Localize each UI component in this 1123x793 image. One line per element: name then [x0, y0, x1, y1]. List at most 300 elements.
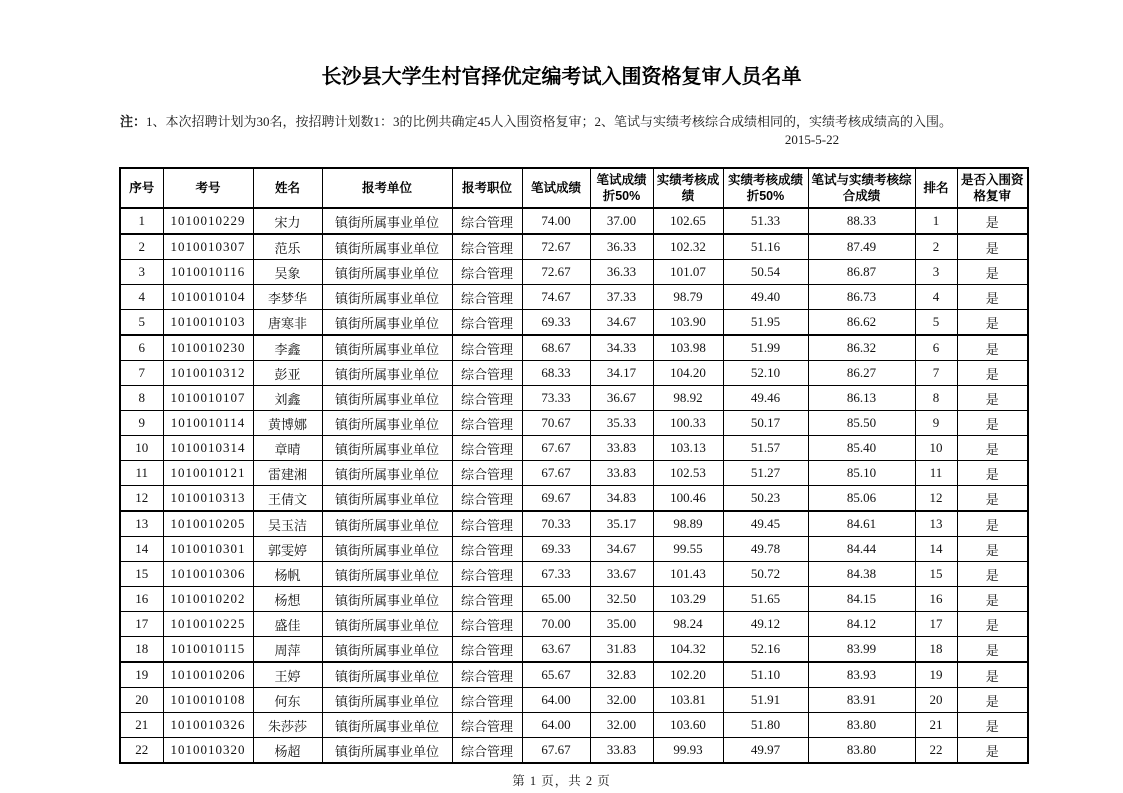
cell-name: 何东	[253, 688, 322, 713]
cell-written-50pct: 31.83	[590, 637, 653, 663]
table-row	[120, 612, 1028, 637]
table-row	[120, 436, 1028, 461]
cell-rank: 20	[915, 688, 957, 713]
cell-performance-score: 104.32	[653, 637, 723, 663]
cell-position: 综合管理	[452, 637, 522, 663]
cell-qualified: 是	[957, 310, 1028, 336]
cell-rank: 17	[915, 612, 957, 637]
cell-combined-score: 85.10	[808, 461, 915, 486]
cell-written-score: 68.67	[522, 335, 590, 361]
cell-qualified: 是	[957, 436, 1028, 461]
cell-written-50pct: 33.67	[590, 562, 653, 587]
cell-written-50pct: 32.50	[590, 587, 653, 612]
cell-unit: 镇街所属事业单位	[322, 688, 452, 713]
cell-performance-score: 102.32	[653, 234, 723, 260]
col-header-exam-no: 考号	[163, 168, 253, 208]
cell-name: 刘鑫	[253, 386, 322, 411]
cell-written-score: 64.00	[522, 688, 590, 713]
cell-written-50pct: 32.83	[590, 662, 653, 688]
results-table	[119, 167, 1029, 764]
table-row	[120, 662, 1028, 688]
cell-written-score: 67.67	[522, 436, 590, 461]
cell-combined-score: 83.93	[808, 662, 915, 688]
cell-unit: 镇街所属事业单位	[322, 285, 452, 310]
cell-position: 综合管理	[452, 562, 522, 587]
cell-qualified: 是	[957, 234, 1028, 260]
cell-index: 12	[120, 486, 163, 512]
cell-performance-score: 103.13	[653, 436, 723, 461]
cell-exam-no: 1010010121	[163, 461, 253, 486]
cell-qualified: 是	[957, 285, 1028, 310]
cell-written-50pct: 34.83	[590, 486, 653, 512]
cell-written-50pct: 36.67	[590, 386, 653, 411]
cell-exam-no: 1010010326	[163, 713, 253, 738]
cell-combined-score: 86.87	[808, 260, 915, 285]
table-row	[120, 688, 1028, 713]
cell-combined-score: 86.73	[808, 285, 915, 310]
cell-name: 王倩文	[253, 486, 322, 512]
cell-index: 14	[120, 537, 163, 562]
cell-index: 13	[120, 511, 163, 537]
cell-index: 8	[120, 386, 163, 411]
cell-written-50pct: 32.00	[590, 713, 653, 738]
cell-performance-score: 99.93	[653, 738, 723, 764]
cell-performance-score: 98.92	[653, 386, 723, 411]
cell-index: 5	[120, 310, 163, 336]
table-row	[120, 310, 1028, 336]
cell-position: 综合管理	[452, 386, 522, 411]
cell-index: 10	[120, 436, 163, 461]
cell-written-score: 74.00	[522, 208, 590, 234]
table-row	[120, 738, 1028, 764]
cell-performance-score: 103.81	[653, 688, 723, 713]
cell-index: 17	[120, 612, 163, 637]
cell-unit: 镇街所属事业单位	[322, 260, 452, 285]
col-header-performance-50pct: 实绩考核成绩折50%	[723, 168, 808, 208]
cell-index: 6	[120, 335, 163, 361]
cell-exam-no: 1010010230	[163, 335, 253, 361]
cell-written-50pct: 33.83	[590, 738, 653, 764]
cell-position: 综合管理	[452, 612, 522, 637]
cell-position: 综合管理	[452, 260, 522, 285]
cell-index: 18	[120, 637, 163, 663]
cell-qualified: 是	[957, 361, 1028, 386]
cell-unit: 镇街所属事业单位	[322, 637, 452, 663]
cell-performance-50pct: 49.97	[723, 738, 808, 764]
cell-written-score: 72.67	[522, 260, 590, 285]
cell-performance-50pct: 49.12	[723, 612, 808, 637]
cell-unit: 镇街所属事业单位	[322, 208, 452, 234]
note-line	[120, 111, 1025, 130]
cell-written-score: 65.67	[522, 662, 590, 688]
cell-written-50pct: 36.33	[590, 234, 653, 260]
cell-qualified: 是	[957, 537, 1028, 562]
cell-combined-score: 83.80	[808, 713, 915, 738]
cell-performance-50pct: 51.57	[723, 436, 808, 461]
cell-name: 王婷	[253, 662, 322, 688]
cell-rank: 19	[915, 662, 957, 688]
col-header-combined-score: 笔试与实绩考核综合成绩	[808, 168, 915, 208]
cell-unit: 镇街所属事业单位	[322, 713, 452, 738]
cell-rank: 7	[915, 361, 957, 386]
cell-name: 章晴	[253, 436, 322, 461]
cell-rank: 9	[915, 411, 957, 436]
cell-qualified: 是	[957, 738, 1028, 764]
cell-unit: 镇街所属事业单位	[322, 537, 452, 562]
page-title: 长沙县大学生村官择优定编考试入围资格复审人员名单	[321, 66, 802, 88]
date-text: 2015-5-22	[784, 132, 840, 147]
table-row	[120, 411, 1028, 436]
cell-written-score: 69.33	[522, 537, 590, 562]
cell-written-score: 72.67	[522, 234, 590, 260]
cell-position: 综合管理	[452, 511, 522, 537]
cell-performance-score: 100.33	[653, 411, 723, 436]
cell-performance-50pct: 51.10	[723, 662, 808, 688]
cell-exam-no: 1010010104	[163, 285, 253, 310]
cell-performance-score: 103.60	[653, 713, 723, 738]
cell-combined-score: 84.38	[808, 562, 915, 587]
cell-index: 1	[120, 208, 163, 234]
cell-position: 综合管理	[452, 335, 522, 361]
cell-name: 吴玉洁	[253, 511, 322, 537]
cell-index: 4	[120, 285, 163, 310]
cell-rank: 21	[915, 713, 957, 738]
cell-performance-score: 101.43	[653, 562, 723, 587]
cell-performance-50pct: 52.10	[723, 361, 808, 386]
table-row	[120, 587, 1028, 612]
cell-rank: 14	[915, 537, 957, 562]
cell-rank: 4	[915, 285, 957, 310]
col-header-written-50pct: 笔试成绩折50%	[590, 168, 653, 208]
cell-unit: 镇街所属事业单位	[322, 310, 452, 336]
cell-performance-score: 103.90	[653, 310, 723, 336]
cell-unit: 镇街所属事业单位	[322, 562, 452, 587]
cell-name: 杨想	[253, 587, 322, 612]
cell-exam-no: 1010010108	[163, 688, 253, 713]
cell-written-score: 67.33	[522, 562, 590, 587]
cell-rank: 15	[915, 562, 957, 587]
cell-combined-score: 84.61	[808, 511, 915, 537]
cell-exam-no: 1010010107	[163, 386, 253, 411]
col-header-written-score: 笔试成绩	[522, 168, 590, 208]
cell-performance-score: 99.55	[653, 537, 723, 562]
cell-written-50pct: 33.83	[590, 461, 653, 486]
cell-position: 综合管理	[452, 461, 522, 486]
col-header-performance-score: 实绩考核成绩	[653, 168, 723, 208]
cell-position: 综合管理	[452, 285, 522, 310]
cell-performance-score: 104.20	[653, 361, 723, 386]
table-row	[120, 234, 1028, 260]
cell-unit: 镇街所属事业单位	[322, 738, 452, 764]
cell-position: 综合管理	[452, 310, 522, 336]
cell-performance-50pct: 51.16	[723, 234, 808, 260]
table-row	[120, 386, 1028, 411]
cell-name: 周萍	[253, 637, 322, 663]
cell-rank: 5	[915, 310, 957, 336]
cell-index: 16	[120, 587, 163, 612]
cell-written-50pct: 37.33	[590, 285, 653, 310]
cell-index: 7	[120, 361, 163, 386]
col-header-rank: 排名	[915, 168, 957, 208]
cell-rank: 6	[915, 335, 957, 361]
cell-unit: 镇街所属事业单位	[322, 612, 452, 637]
note-label: 注：	[120, 114, 147, 129]
cell-name: 杨帆	[253, 562, 322, 587]
cell-exam-no: 1010010116	[163, 260, 253, 285]
cell-qualified: 是	[957, 208, 1028, 234]
cell-rank: 10	[915, 436, 957, 461]
cell-combined-score: 85.40	[808, 436, 915, 461]
cell-performance-50pct: 49.45	[723, 511, 808, 537]
cell-qualified: 是	[957, 511, 1028, 537]
cell-written-score: 73.33	[522, 386, 590, 411]
cell-name: 唐寒非	[253, 310, 322, 336]
cell-written-50pct: 33.83	[590, 436, 653, 461]
cell-unit: 镇街所属事业单位	[322, 511, 452, 537]
cell-exam-no: 1010010312	[163, 361, 253, 386]
cell-qualified: 是	[957, 612, 1028, 637]
cell-name: 雷建湘	[253, 461, 322, 486]
cell-performance-score: 102.65	[653, 208, 723, 234]
cell-index: 22	[120, 738, 163, 764]
cell-position: 综合管理	[452, 234, 522, 260]
cell-unit: 镇街所属事业单位	[322, 335, 452, 361]
cell-index: 2	[120, 234, 163, 260]
cell-rank: 1	[915, 208, 957, 234]
cell-performance-50pct: 49.46	[723, 386, 808, 411]
cell-performance-score: 101.07	[653, 260, 723, 285]
cell-name: 宋力	[253, 208, 322, 234]
cell-performance-50pct: 51.91	[723, 688, 808, 713]
cell-performance-50pct: 50.72	[723, 562, 808, 587]
cell-unit: 镇街所属事业单位	[322, 386, 452, 411]
cell-performance-score: 100.46	[653, 486, 723, 512]
cell-combined-score: 86.27	[808, 361, 915, 386]
cell-position: 综合管理	[452, 537, 522, 562]
cell-unit: 镇街所属事业单位	[322, 662, 452, 688]
cell-exam-no: 1010010225	[163, 612, 253, 637]
cell-qualified: 是	[957, 688, 1028, 713]
cell-unit: 镇街所属事业单位	[322, 234, 452, 260]
cell-exam-no: 1010010202	[163, 587, 253, 612]
cell-qualified: 是	[957, 386, 1028, 411]
cell-combined-score: 83.80	[808, 738, 915, 764]
cell-written-score: 65.00	[522, 587, 590, 612]
cell-position: 综合管理	[452, 436, 522, 461]
cell-exam-no: 1010010206	[163, 662, 253, 688]
table-row	[120, 537, 1028, 562]
cell-name: 朱莎莎	[253, 713, 322, 738]
cell-exam-no: 1010010320	[163, 738, 253, 764]
cell-unit: 镇街所属事业单位	[322, 587, 452, 612]
cell-performance-50pct: 51.27	[723, 461, 808, 486]
cell-performance-50pct: 51.80	[723, 713, 808, 738]
table-row	[120, 208, 1028, 234]
cell-index: 3	[120, 260, 163, 285]
cell-combined-score: 86.62	[808, 310, 915, 336]
cell-qualified: 是	[957, 486, 1028, 512]
cell-index: 21	[120, 713, 163, 738]
cell-qualified: 是	[957, 637, 1028, 663]
cell-unit: 镇街所属事业单位	[322, 411, 452, 436]
cell-performance-50pct: 50.17	[723, 411, 808, 436]
cell-combined-score: 86.13	[808, 386, 915, 411]
cell-written-50pct: 34.17	[590, 361, 653, 386]
cell-written-50pct: 35.17	[590, 511, 653, 537]
cell-name: 范乐	[253, 234, 322, 260]
cell-name: 李梦华	[253, 285, 322, 310]
cell-name: 杨超	[253, 738, 322, 764]
cell-written-score: 70.33	[522, 511, 590, 537]
cell-written-score: 63.67	[522, 637, 590, 663]
table-row	[120, 260, 1028, 285]
cell-written-50pct: 37.00	[590, 208, 653, 234]
cell-position: 综合管理	[452, 361, 522, 386]
cell-unit: 镇街所属事业单位	[322, 436, 452, 461]
cell-performance-50pct: 50.23	[723, 486, 808, 512]
cell-rank: 18	[915, 637, 957, 663]
cell-written-score: 74.67	[522, 285, 590, 310]
table-body	[120, 208, 1028, 763]
cell-performance-50pct: 51.99	[723, 335, 808, 361]
table-row	[120, 562, 1028, 587]
cell-qualified: 是	[957, 662, 1028, 688]
cell-written-score: 70.00	[522, 612, 590, 637]
cell-name: 郭雯婷	[253, 537, 322, 562]
table-row	[120, 285, 1028, 310]
cell-written-50pct: 36.33	[590, 260, 653, 285]
col-header-unit: 报考单位	[322, 168, 452, 208]
cell-index: 20	[120, 688, 163, 713]
table-row	[120, 361, 1028, 386]
cell-performance-score: 98.89	[653, 511, 723, 537]
cell-qualified: 是	[957, 587, 1028, 612]
cell-written-50pct: 34.67	[590, 310, 653, 336]
cell-written-score: 69.67	[522, 486, 590, 512]
cell-performance-50pct: 51.95	[723, 310, 808, 336]
cell-unit: 镇街所属事业单位	[322, 486, 452, 512]
cell-written-score: 67.67	[522, 461, 590, 486]
col-header-index: 序号	[120, 168, 163, 208]
cell-written-score: 64.00	[522, 713, 590, 738]
cell-performance-score: 102.53	[653, 461, 723, 486]
cell-written-50pct: 35.00	[590, 612, 653, 637]
cell-exam-no: 1010010313	[163, 486, 253, 512]
cell-exam-no: 1010010229	[163, 208, 253, 234]
cell-exam-no: 1010010114	[163, 411, 253, 436]
cell-qualified: 是	[957, 461, 1028, 486]
cell-qualified: 是	[957, 260, 1028, 285]
cell-exam-no: 1010010306	[163, 562, 253, 587]
cell-written-50pct: 32.00	[590, 688, 653, 713]
cell-performance-score: 103.29	[653, 587, 723, 612]
cell-rank: 2	[915, 234, 957, 260]
cell-exam-no: 1010010103	[163, 310, 253, 336]
cell-combined-score: 83.99	[808, 637, 915, 663]
table-row	[120, 335, 1028, 361]
cell-exam-no: 1010010205	[163, 511, 253, 537]
cell-qualified: 是	[957, 335, 1028, 361]
cell-qualified: 是	[957, 411, 1028, 436]
table-wrap	[119, 167, 1029, 764]
cell-combined-score: 85.06	[808, 486, 915, 512]
table-row	[120, 461, 1028, 486]
cell-performance-50pct: 49.78	[723, 537, 808, 562]
cell-rank: 22	[915, 738, 957, 764]
cell-unit: 镇街所属事业单位	[322, 361, 452, 386]
cell-written-50pct: 35.33	[590, 411, 653, 436]
cell-position: 综合管理	[452, 662, 522, 688]
cell-combined-score: 84.44	[808, 537, 915, 562]
cell-performance-score: 102.20	[653, 662, 723, 688]
cell-exam-no: 1010010314	[163, 436, 253, 461]
table-row	[120, 637, 1028, 663]
cell-rank: 8	[915, 386, 957, 411]
cell-position: 综合管理	[452, 738, 522, 764]
table-row	[120, 486, 1028, 512]
cell-exam-no: 1010010301	[163, 537, 253, 562]
cell-performance-score: 103.98	[653, 335, 723, 361]
cell-written-score: 67.67	[522, 738, 590, 764]
table-row	[120, 713, 1028, 738]
cell-index: 9	[120, 411, 163, 436]
cell-performance-50pct: 50.54	[723, 260, 808, 285]
col-header-qualified: 是否入围资格复审	[957, 168, 1028, 208]
cell-exam-no: 1010010115	[163, 637, 253, 663]
cell-performance-50pct: 51.65	[723, 587, 808, 612]
cell-rank: 16	[915, 587, 957, 612]
cell-written-score: 68.33	[522, 361, 590, 386]
cell-performance-50pct: 52.16	[723, 637, 808, 663]
cell-name: 黄博娜	[253, 411, 322, 436]
cell-name: 李鑫	[253, 335, 322, 361]
cell-combined-score: 84.15	[808, 587, 915, 612]
col-header-name: 姓名	[253, 168, 322, 208]
cell-position: 综合管理	[452, 713, 522, 738]
cell-combined-score: 83.91	[808, 688, 915, 713]
cell-rank: 11	[915, 461, 957, 486]
cell-name: 吴象	[253, 260, 322, 285]
cell-position: 综合管理	[452, 486, 522, 512]
cell-combined-score: 87.49	[808, 234, 915, 260]
cell-written-score: 70.67	[522, 411, 590, 436]
cell-position: 综合管理	[452, 688, 522, 713]
cell-combined-score: 88.33	[808, 208, 915, 234]
cell-performance-50pct: 51.33	[723, 208, 808, 234]
cell-exam-no: 1010010307	[163, 234, 253, 260]
cell-rank: 13	[915, 511, 957, 537]
cell-position: 综合管理	[452, 411, 522, 436]
cell-performance-score: 98.24	[653, 612, 723, 637]
note-text: 1、本次招聘计划为30名，按招聘计划数1：3的比例共确定45人入围资格复审；2、笔试与实绩考核综合成绩相同的，实绩考核成绩高的入围。	[146, 114, 953, 129]
cell-combined-score: 84.12	[808, 612, 915, 637]
cell-qualified: 是	[957, 562, 1028, 587]
cell-written-50pct: 34.33	[590, 335, 653, 361]
cell-combined-score: 86.32	[808, 335, 915, 361]
cell-position: 综合管理	[452, 587, 522, 612]
cell-name: 彭亚	[253, 361, 322, 386]
cell-performance-50pct: 49.40	[723, 285, 808, 310]
cell-written-50pct: 34.67	[590, 537, 653, 562]
cell-written-score: 69.33	[522, 310, 590, 336]
page-indicator: 第 1 页，共 2 页	[512, 774, 611, 788]
cell-index: 19	[120, 662, 163, 688]
table-header-row	[120, 168, 1028, 208]
cell-combined-score: 85.50	[808, 411, 915, 436]
cell-qualified: 是	[957, 713, 1028, 738]
cell-position: 综合管理	[452, 208, 522, 234]
col-header-position: 报考职位	[452, 168, 522, 208]
